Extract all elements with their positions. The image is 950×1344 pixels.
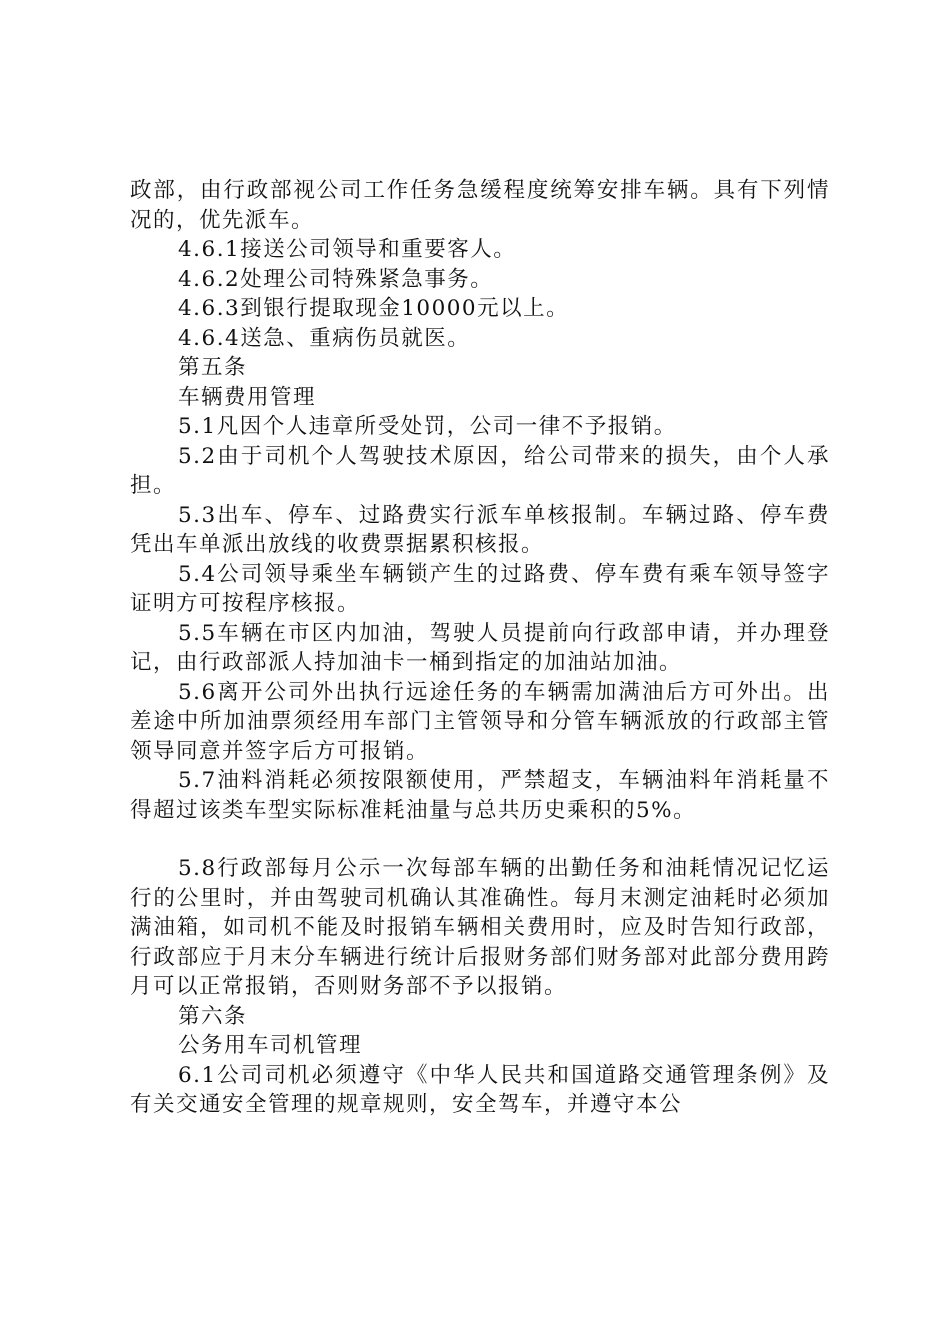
clause-5-3: 5.3出车、停车、过路费实行派车单核报制。车辆过路、停车费凭出车单派出放线的收费票据累积核报。 [130,502,830,557]
clause-5-6: 5.6离开公司外出执行远途任务的车辆需加满油后方可外出。出差途中所加油票须经用车部门主管领导和分管车辆派放的行政部主管领导同意并签字后方可报销。 [130,679,830,764]
article-5-title: 车辆费用管理 [178,384,317,410]
paragraph-continuation: 政部，由行政部视公司工作任务急缓程度统筹安排车辆。具有下列情况的，优先派车。 [130,178,830,233]
clause-5-8: 5.8行政部每月公示一次每部车辆的出勤任务和油耗情况记忆运行的公里时，并由驾驶司机确认其准确性。每月末测定油耗时必须加满油箱，如司机不能及时报销车辆相关费用时，应及时告知行政部，行政部应于月末分车辆进行统计后报财务部们财务部对此部分费用跨月可以正常报销，否则财务部不予以报销。 [130,856,830,999]
clause-4-6-2: 4.6.2处理公司特殊紧急事务。 [178,266,494,292]
clause-5-5: 5.5车辆在市区内加油，驾驶人员提前向行政部申请，并办理登记，由行政部派人持加油卡一桶到指定的加油站加油。 [130,620,830,675]
clause-4-6-4: 4.6.4送急、重病伤员就医。 [178,325,471,351]
clause-5-2: 5.2由于司机个人驾驶技术原因，给公司带来的损失，由个人承担。 [130,443,830,498]
clause-5-1: 5.1凡因个人违章所受处罚，公司一律不予报销。 [178,414,677,439]
blank-line [130,825,830,854]
clause-5-4: 5.4公司领导乘坐车辆锁产生的过路费、停车费有乘车领导签字证明方可按程序核报。 [130,561,830,616]
article-6-title: 公务用车司机管理 [178,1033,363,1058]
article-6-heading: 第六条 [178,1003,248,1029]
clause-4-6-1: 4.6.1接送公司领导和重要客人。 [178,237,517,262]
document-body [130,176,830,1120]
article-5-heading: 第五条 [178,355,248,380]
clause-6-1: 6.1公司司机必须遵守《中华人民共和国道路交通管理条例》及有关交通安全管理的规章规则，安全驾车，并遵守本公 [130,1062,830,1117]
clause-5-7: 5.7油料消耗必须按限额使用，严禁超支，车辆油料年消耗量不得超过该类车型实际标准耗油量与总共历史乘积的5%。 [130,768,830,823]
clause-4-6-3: 4.6.3到银行提取现金10000元以上。 [178,296,570,321]
